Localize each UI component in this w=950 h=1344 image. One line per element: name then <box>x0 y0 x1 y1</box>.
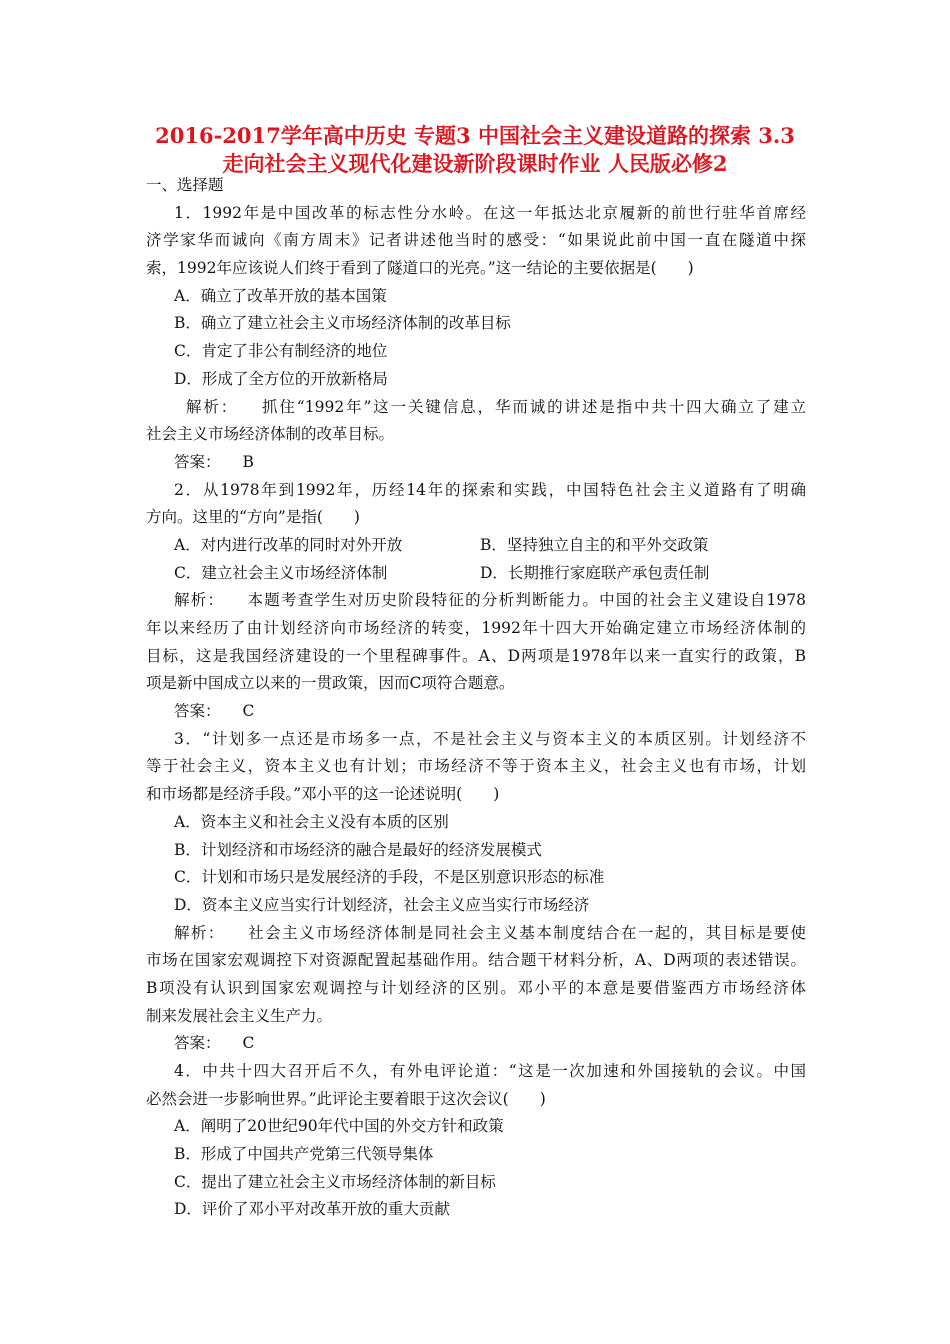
answer-label: 答案： <box>174 452 221 471</box>
option-b: B．计划经济和市场经济的融合是最好的经济发展模式 <box>174 840 542 859</box>
option-d: D．长期推行家庭联产承包责任制 <box>480 563 710 582</box>
analysis-line <box>146 587 806 615</box>
option-a: A．资本主义和社会主义没有本质的区别 <box>174 812 449 831</box>
answer-label: 答案： <box>174 702 221 721</box>
option-c: C．建立社会主义市场经济体制 <box>174 563 388 582</box>
question-stem-line: 2．从1978年到1992年，历经14年的探索和实践，中国特色社会主义道路有了明确 <box>174 480 806 499</box>
question-1 <box>146 200 806 477</box>
document-body <box>146 172 806 1224</box>
option-b: B．确立了建立社会主义市场经济体制的改革目标 <box>174 314 511 333</box>
question-stem-line: 等于社会主义，资本主义也有计划；市场经济不等于资本主义，社会主义也有市场，计划 <box>146 757 806 776</box>
analysis-line: 市场在国家宏观调控下对资源配置起基础作用。结合题干材料分析，A、D两项的表述错误。 <box>146 951 806 970</box>
analysis-line <box>146 920 806 948</box>
question-stem-line: 1．1992年是中国改革的标志性分水岭。在这一年抵达北京履新的前世行驻华首席经 <box>174 203 806 222</box>
option-a: A．对内进行改革的同时对外开放 <box>174 535 403 554</box>
question-stem-line: 4．中共十四大召开后不久，有外电评论道：“这是一次加速和外国接轨的会议。中国 <box>174 1062 806 1080</box>
answer-line <box>146 1030 806 1058</box>
option-b: B．形成了中国共产党第三代领导集体 <box>174 1145 434 1164</box>
option-row <box>146 560 806 588</box>
option-c: C．计划和市场只是发展经济的手段，不是区别意识形态的标准 <box>174 868 605 887</box>
option-c: C．提出了建立社会主义市场经济体制的新目标 <box>174 1172 496 1191</box>
analysis-line: 项是新中国成立以来的一贯政策，因而C项符合题意。 <box>146 674 515 693</box>
question-stem-line: 济学家华而诚向《南方周末》记者讲述他当时的感受：“如果说此前中国一直在隧道中探 <box>146 231 806 250</box>
analysis-label: 解析： <box>174 923 225 942</box>
title-line-2: 走向社会主义现代化建设新阶段课时作业 人民版必修2 <box>222 151 728 176</box>
question-stem-line: 3．“计划多一点还是市场多一点，不是社会主义与资本主义的本质区别。计划经济不 <box>174 729 806 748</box>
analysis-text: 本题考查学生对历史阶段特征的分析判断能力。中国的社会主义建设自1978 <box>246 591 806 610</box>
option-d: D．评价了邓小平对改革开放的重大贡献 <box>174 1200 450 1219</box>
analysis-line: 制来发展社会主义生产力。 <box>146 1006 333 1025</box>
question-4 <box>146 1058 806 1224</box>
option-d: D．资本主义应当实行计划经济，社会主义应当实行市场经济 <box>174 895 590 914</box>
document-title <box>100 122 850 178</box>
answer-label: 答案： <box>174 1034 221 1053</box>
option-b: B．坚持独立自主的和平外交政策 <box>480 535 709 554</box>
answer-value: C <box>242 702 255 721</box>
section-heading: 一、选择题 <box>146 176 224 194</box>
analysis-text: 社会主义市场经济体制是同社会主义基本制度结合在一起的，其目标是要使 <box>246 923 806 942</box>
answer-value: C <box>242 1034 255 1053</box>
option-a: A．阐明了20世纪90年代中国的外交方针和政策 <box>174 1117 504 1136</box>
analysis-line: 社会主义市场经济体制的改革目标。 <box>146 425 395 444</box>
analysis-line <box>146 394 806 422</box>
analysis-line: B项没有认识到国家宏观调控与计划经济的区别。邓小平的本意是要借鉴西方市场经济体 <box>146 978 806 997</box>
question-stem-line: 和市场都是经济手段。”邓小平的这一论述说明( ) <box>146 785 500 804</box>
question-stem-line: 索，1992年应该说人们终于看到了隧道口的光亮。”这一结论的主要依据是( ) <box>146 259 694 278</box>
option-row <box>146 532 806 560</box>
question-stem-line: 方向。这里的“方向”是指( ) <box>146 508 360 527</box>
question-stem-line: 必然会进一步影响世界。”此评论主要着眼于这次会议( ) <box>146 1089 546 1108</box>
analysis-text: 抓住“1992年”这一关键信息，华而诚的讲述是指中共十四大确立了建立 <box>260 397 806 416</box>
question-2 <box>146 477 806 726</box>
analysis-line: 年以来经历了由计划经济向市场经济的转变，1992年十四大开始确定建立市场经济体制的 <box>146 619 806 637</box>
analysis-label: 解析： <box>186 397 239 416</box>
option-d: D．形成了全方位的开放新格局 <box>174 369 388 388</box>
answer-line <box>146 698 806 726</box>
question-3 <box>146 726 806 1058</box>
title-line-1: 2016-2017学年高中历史 专题3 中国社会主义建设道路的探索 3.3 <box>155 123 795 148</box>
option-a: A．确立了改革开放的基本国策 <box>174 286 387 305</box>
answer-line <box>146 449 806 477</box>
option-c: C．肯定了非公有制经济的地位 <box>174 342 388 361</box>
analysis-label: 解析： <box>174 591 225 610</box>
answer-value: B <box>242 452 254 471</box>
analysis-line: 目标，这是我国经济建设的一个里程碑事件。A、D两项是1978年以来一直实行的政策，B <box>146 646 806 665</box>
